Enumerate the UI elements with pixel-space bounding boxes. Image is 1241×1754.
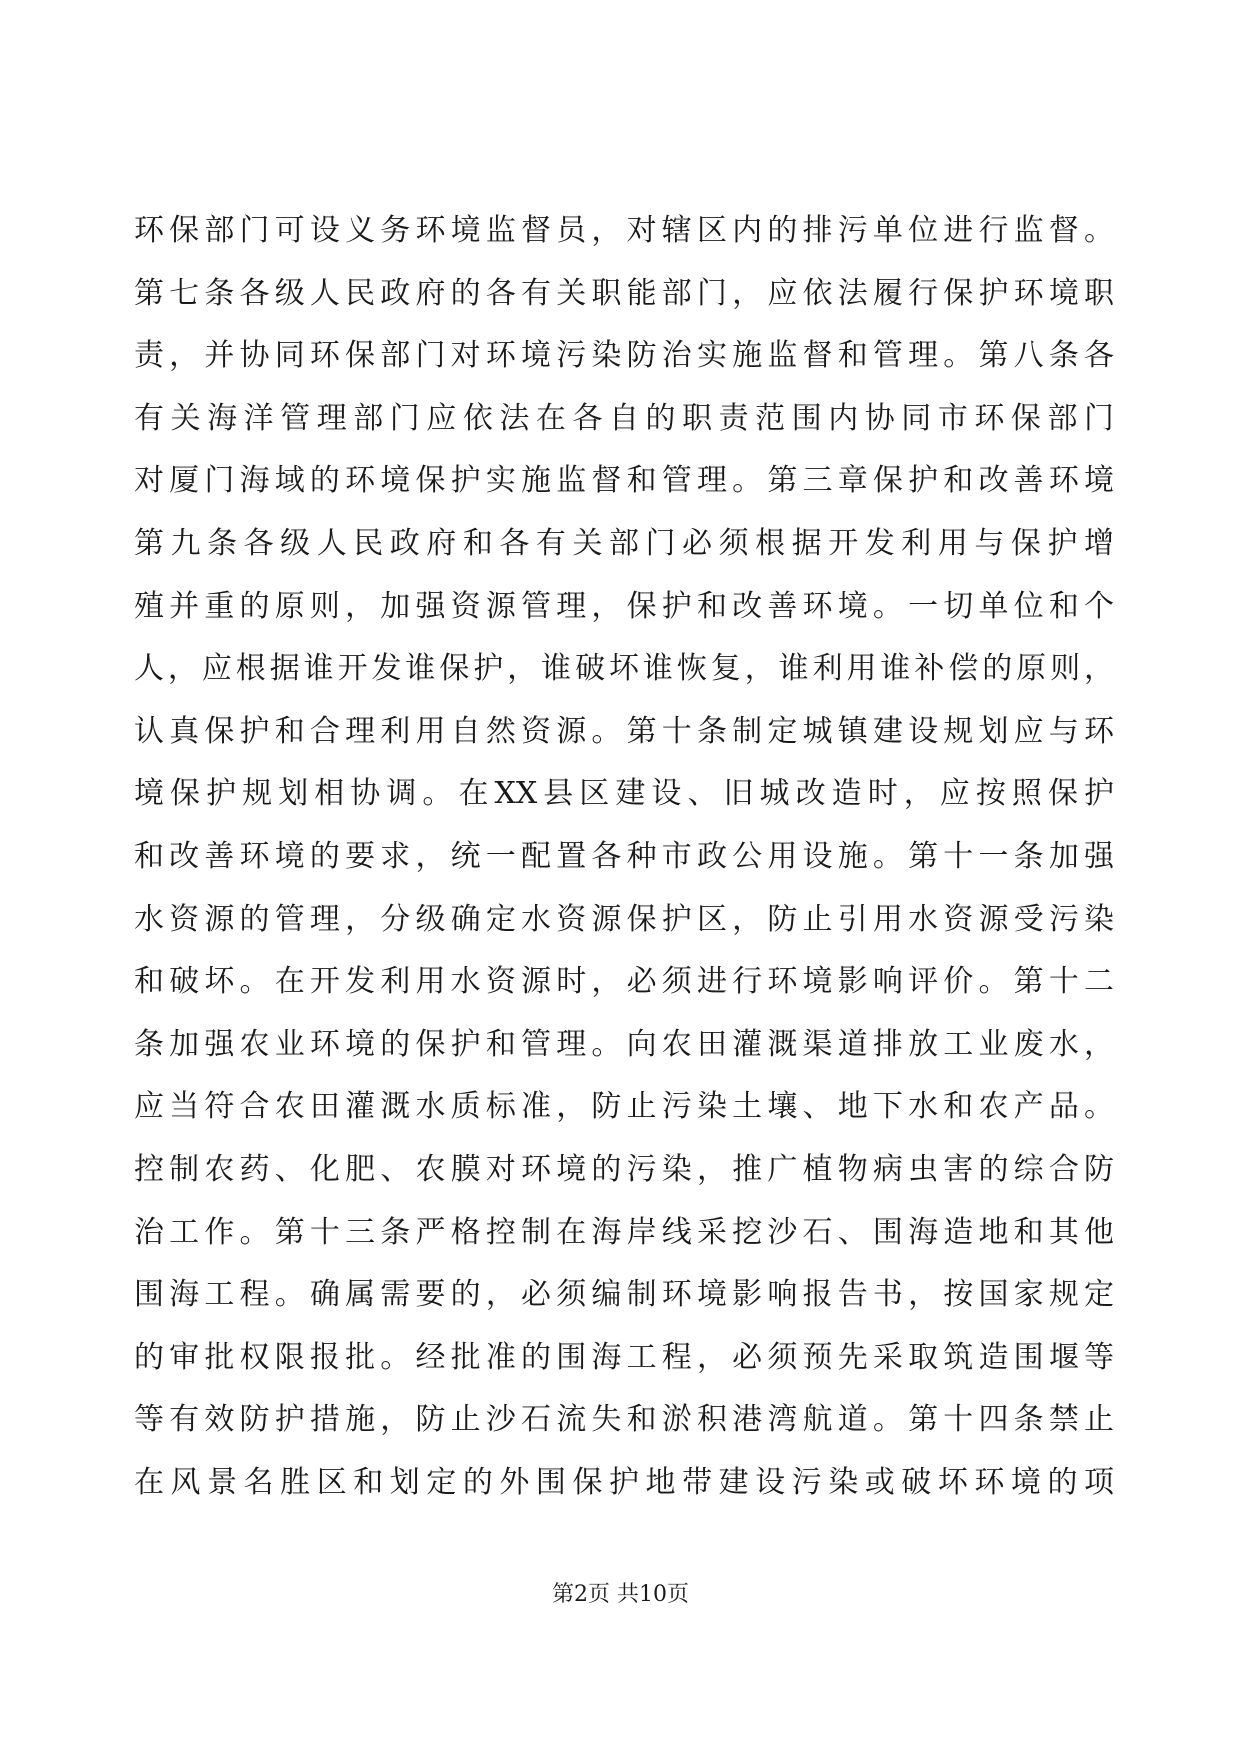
text-line: 在风景名胜区和划定的外围保护地带建设污染或破坏环境的项 — [134, 1464, 1114, 1500]
text-line: 境保护规划相协调。在XX县区建设、旧城改造时，应按照保护 — [134, 776, 1114, 812]
text-line: 的审批权限报批。经批准的围海工程，必须预先采取筑造围堰等 — [134, 1339, 1114, 1375]
text-line: 认真保护和合理利用自然资源。第十条制定城镇建设规划应与环 — [134, 713, 1114, 749]
text-line: 治工作。第十三条严格控制在海岸线采挖沙石、围海造地和其他 — [134, 1214, 1114, 1250]
text-line: 和破坏。在开发利用水资源时，必须进行环境影响评价。第十二 — [134, 964, 1114, 1000]
text-line: 控制农药、化肥、农膜对环境的污染，推广植物病虫害的综合防 — [134, 1151, 1114, 1187]
text-line: 环保部门可设义务环境监督员，对辖区内的排污单位进行监督。 — [134, 213, 1114, 248]
text-line: 和改善环境的要求，统一配置各种市政公用设施。第十一条加强 — [134, 838, 1114, 874]
text-line: 第七条各级人民政府的各有关职能部门，应依法履行保护环境职 — [134, 275, 1114, 311]
text-line: 水资源的管理，分级确定水资源保护区，防止引用水资源受污染 — [134, 901, 1114, 937]
text-line: 有关海洋管理部门应依法在各自的职责范围内协同市环保部门 — [134, 400, 1114, 436]
text-line: 殖并重的原则，加强资源管理，保护和改善环境。一切单位和个 — [134, 588, 1114, 624]
text-line: 第九条各级人民政府和各有关部门必须根据开发利用与保护增 — [134, 525, 1114, 561]
page-number-footer: 第2页 共10页 — [552, 1582, 689, 1607]
text-line: 人，应根据谁开发谁保护，谁破坏谁恢复，谁利用谁补偿的原则， — [134, 651, 1114, 687]
text-line: 应当符合农田灌溉水质标准，防止污染土壤、地下水和农产品。 — [134, 1089, 1114, 1125]
text-line: 围海工程。确属需要的，必须编制环境影响报告书，按国家规定 — [134, 1277, 1114, 1313]
text-line: 条加强农业环境的保护和管理。向农田灌溉渠道排放工业废水， — [134, 1026, 1114, 1062]
text-line: 责，并协同环保部门对环境污染防治实施监督和管理。第八条各 — [134, 338, 1114, 374]
text-line: 等有效防护措施，防止沙石流失和淤积港湾航道。第十四条禁止 — [134, 1402, 1114, 1438]
text-line: 对厦门海域的环境保护实施监督和管理。第三章保护和改善环境 — [134, 463, 1114, 499]
body-text — [134, 200, 1114, 1514]
